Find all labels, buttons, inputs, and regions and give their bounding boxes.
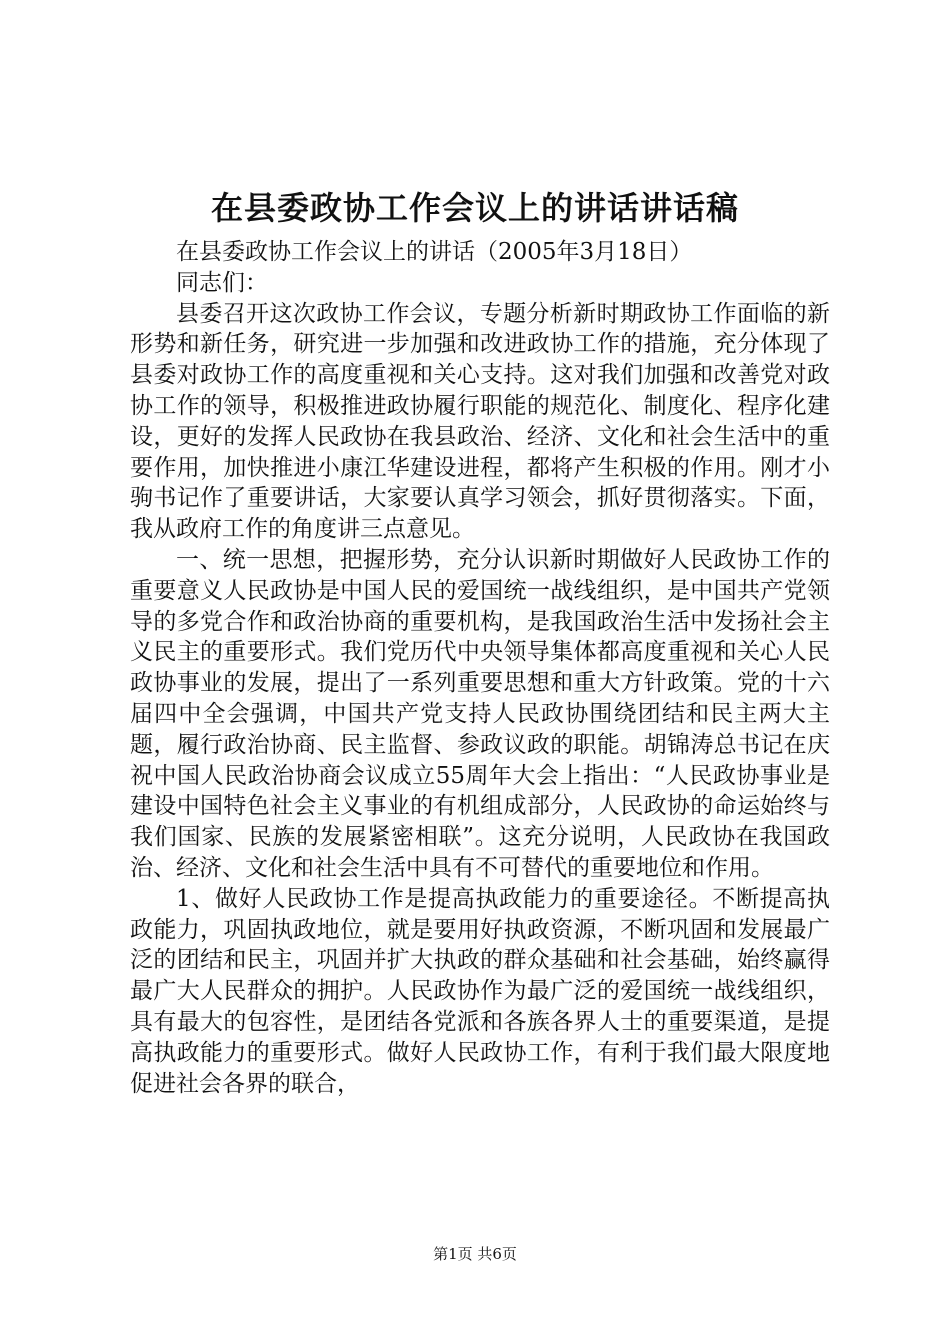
paragraph-intro: 县委召开这次政协工作会议，专题分析新时期政协工作面临的新形势和新任务，研究进一步加强和改进政协工作的措施，充分体现了县委对政协工作的高度重视和关心支持。这对我们加强和改善党对政协工作的领导，积极推进政协履行职能的规范化、制度化、程序化建设，更好的发挥人民政协在我县政治、经济、文化和社会生活中的重要作用，加快推进小康江华建设进程，都将产生积极的作用。刚才小驹书记作了重要讲话，大家要认真学习领会，抓好贯彻落实。下面，我从政府工作的角度讲三点意见。 [130,300,830,543]
page-footer: 第1页 共6页 [433,1245,517,1263]
salutation: 同志们： [176,269,268,296]
paragraph-section-one: 一、统一思想，把握形势，充分认识新时期做好人民政协工作的重要意义人民政协是中国人民的爱国统一战线组织，是中国共产党领导的多党合作和政治协商的重要机构，是我国政治生活中发扬社会主义民主的重要形式。我们党历代中央领导集体都高度重视和关心人民政协事业的发展，提出了一系列重要思想和重大方针政策。党的十六届四中全会强调，中国共产党支持人民政协围绕团结和民主两大主题，履行政治协商、民主监督、参政议政的职能。胡锦涛总书记在庆祝中国人民政治协商会议成立55周年大会上指出：“人民政协事业是建设中国特色社会主义事业的有机组成部分，人民政协的命运始终与我们国家、民族的发展紧密相联”。这充分说明，人民政协在我国政治、经济、文化和社会生活中具有不可替代的重要地位和作用。 [130,546,830,881]
document-body [130,237,830,1099]
speech-heading: 在县委政协工作会议上的讲话（2005年3月18日） [176,239,693,265]
document-title: 在县委政协工作会议上的讲话讲话稿 [210,189,739,227]
paragraph-point-one: 1、做好人民政协工作是提高执政能力的重要途径。不断提高执政能力，巩固执政地位，就是要用好执政资源，不断巩固和发展最广泛的团结和民主，巩固并扩大执政的群众基础和社会基础，始终赢得最广大人民群众的拥护。人民政协作为最广泛的爱国统一战线组织，具有最大的包容性，是团结各党派和各族各界人士的重要渠道，是提高执政能力的重要形式。做好人民政协工作，有利于我们最大限度地促进社会各界的联合， [130,885,830,1097]
